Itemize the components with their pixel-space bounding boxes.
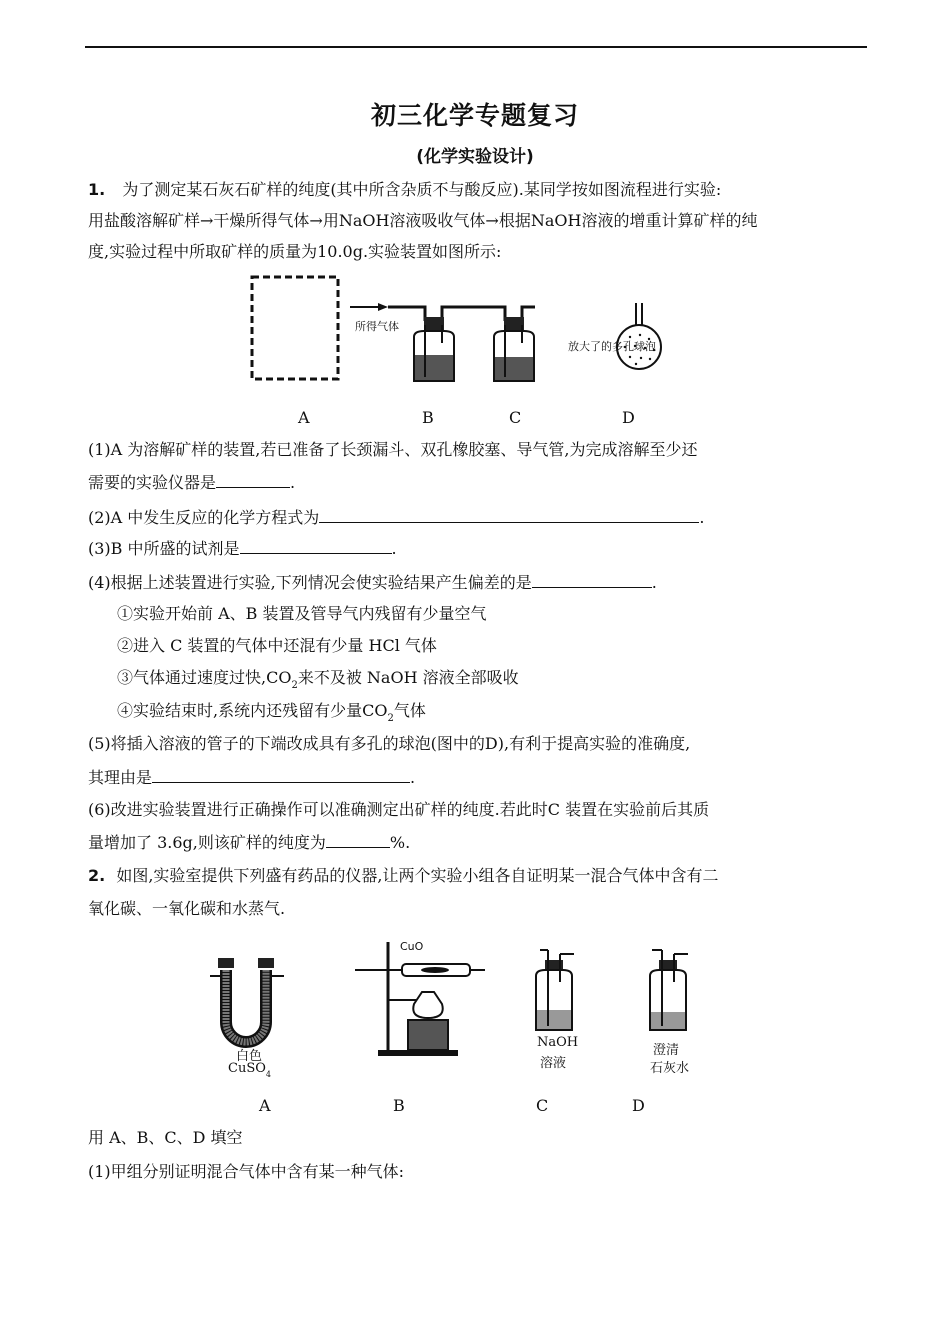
q1-option-1: ①实验开始前 A、B 装置及管导气内残留有少量空气 (117, 604, 487, 623)
apparatus-d-porous-bulb (617, 303, 661, 369)
b-label: CuO (400, 940, 424, 953)
q2-part1: (1)甲组分别证明混合气体中含有某一种气体: (88, 1162, 405, 1181)
answer-blank-6[interactable] (326, 832, 390, 848)
q2-apparatus-figure (0, 932, 950, 1082)
q2-line-1 (88, 866, 873, 886)
fig2-label-d: D (632, 1096, 645, 1115)
q1-option-4: ④实验结束时,系统内还残留有少量$CO_2$气体 (117, 701, 426, 724)
d-label-1: 澄清 (653, 1043, 680, 1058)
heating-apparatus (355, 942, 485, 1056)
q1-option-2: ②进入 C 装置的气体中还混有少量 HCl 气体 (117, 636, 437, 655)
a-label-1: 白色 (236, 1049, 263, 1064)
answer-blank-4[interactable] (532, 572, 652, 588)
fig2-label-b: B (393, 1096, 405, 1115)
q1-part1-line2: 需要的实验仪器是 . (88, 473, 296, 492)
fig1-label-d: D (622, 408, 635, 427)
q1-part2: (2)A 中发生反应的化学方程式为 . (88, 508, 705, 527)
answer-blank-3[interactable] (240, 538, 392, 554)
c-wash-bottle (536, 950, 574, 1030)
fig1-label-c: C (509, 408, 522, 427)
q1-part6-line1: (6)改进实验装置进行正确操作可以准确测定出矿样的纯度.若此时C 装置在实验前后其质 (88, 800, 710, 819)
page-subtitle: (化学实验设计) (416, 147, 534, 167)
fig1-label-b: B (422, 408, 434, 427)
page-title: 初三化学专题复习 (370, 101, 579, 130)
d-wash-bottle (650, 950, 688, 1030)
q1-text-1: 为了测定某石灰石矿样的纯度(其中所含杂质不与酸反应).某同学按如图流程进行实验: (122, 180, 722, 199)
q2-text-2: 氧化碳、一氧化碳和水蒸气. (88, 899, 286, 918)
header-rule (85, 46, 867, 48)
q2-text-1: 如图,实验室提供下列盛有药品的仪器,让两个实验小组各自证明某一混合气体中含有二 (116, 866, 719, 885)
q1-text-3: 度,实验过程中所取矿样的质量为10.0g.实验装置如图所示: (88, 242, 502, 261)
apparatus-a-dashed-box (252, 277, 338, 379)
q1-text-2: 用盐酸溶解矿样→干燥所得气体→用NaOH溶液吸收气体→根据NaOH溶液的增重计算矿样的纯 (88, 211, 758, 230)
d-label-2: 石灰水 (650, 1061, 690, 1076)
q1-part3: (3)B 中所盛的试剂是 . (88, 539, 397, 558)
c-label-1: NaOH (537, 1035, 579, 1050)
apparatus-b-bottle (414, 317, 454, 381)
q1-line-1 (88, 180, 873, 200)
fig2-label-a: A (259, 1096, 271, 1115)
answer-blank-2[interactable] (319, 507, 699, 523)
answer-blank-1[interactable] (216, 472, 290, 488)
q1-part6-line2: 量增加了 3.6g,则该矿样的纯度为 %. (88, 833, 411, 852)
q1-part4: (4)根据上述装置进行实验,下列情况会使实验结果产生偏差的是 . (88, 573, 657, 592)
fig2-label-c: C (536, 1096, 549, 1115)
c-label-2: 溶液 (540, 1056, 567, 1071)
q2-number: 2. (88, 866, 106, 885)
q1-part1-line1: (1)A 为溶解矿样的装置,若已准备了长颈漏斗、双孔橡胶塞、导气管,为完成溶解至少还 (88, 440, 698, 459)
q1-option-3: ③气体通过速度过快$,CO_2$来不及被 NaOH 溶液全部吸收 (117, 668, 519, 691)
gas-label: 所得气体 (355, 320, 399, 333)
answer-blank-5[interactable] (152, 767, 410, 783)
fig1-label-a: A (298, 408, 310, 427)
u-tube-apparatus (210, 958, 284, 1042)
q1-part5-line2: 其理由是 . (88, 768, 416, 787)
q1-part5-line1: (5)将插入溶液的管子的下端改成具有多孔的球泡(图中的D),有利于提高实验的准确度, (88, 734, 691, 753)
q1-apparatus-figure (0, 265, 950, 415)
apparatus-c-bottle (494, 317, 534, 381)
a-label-2: CuSO$_4$ (228, 1061, 271, 1079)
q1-number: 1. (88, 180, 106, 199)
q2-fill-prompt: 用 A、B、C、D 填空 (88, 1128, 243, 1147)
bulb-label: 放大了的多孔球泡 (568, 340, 656, 353)
